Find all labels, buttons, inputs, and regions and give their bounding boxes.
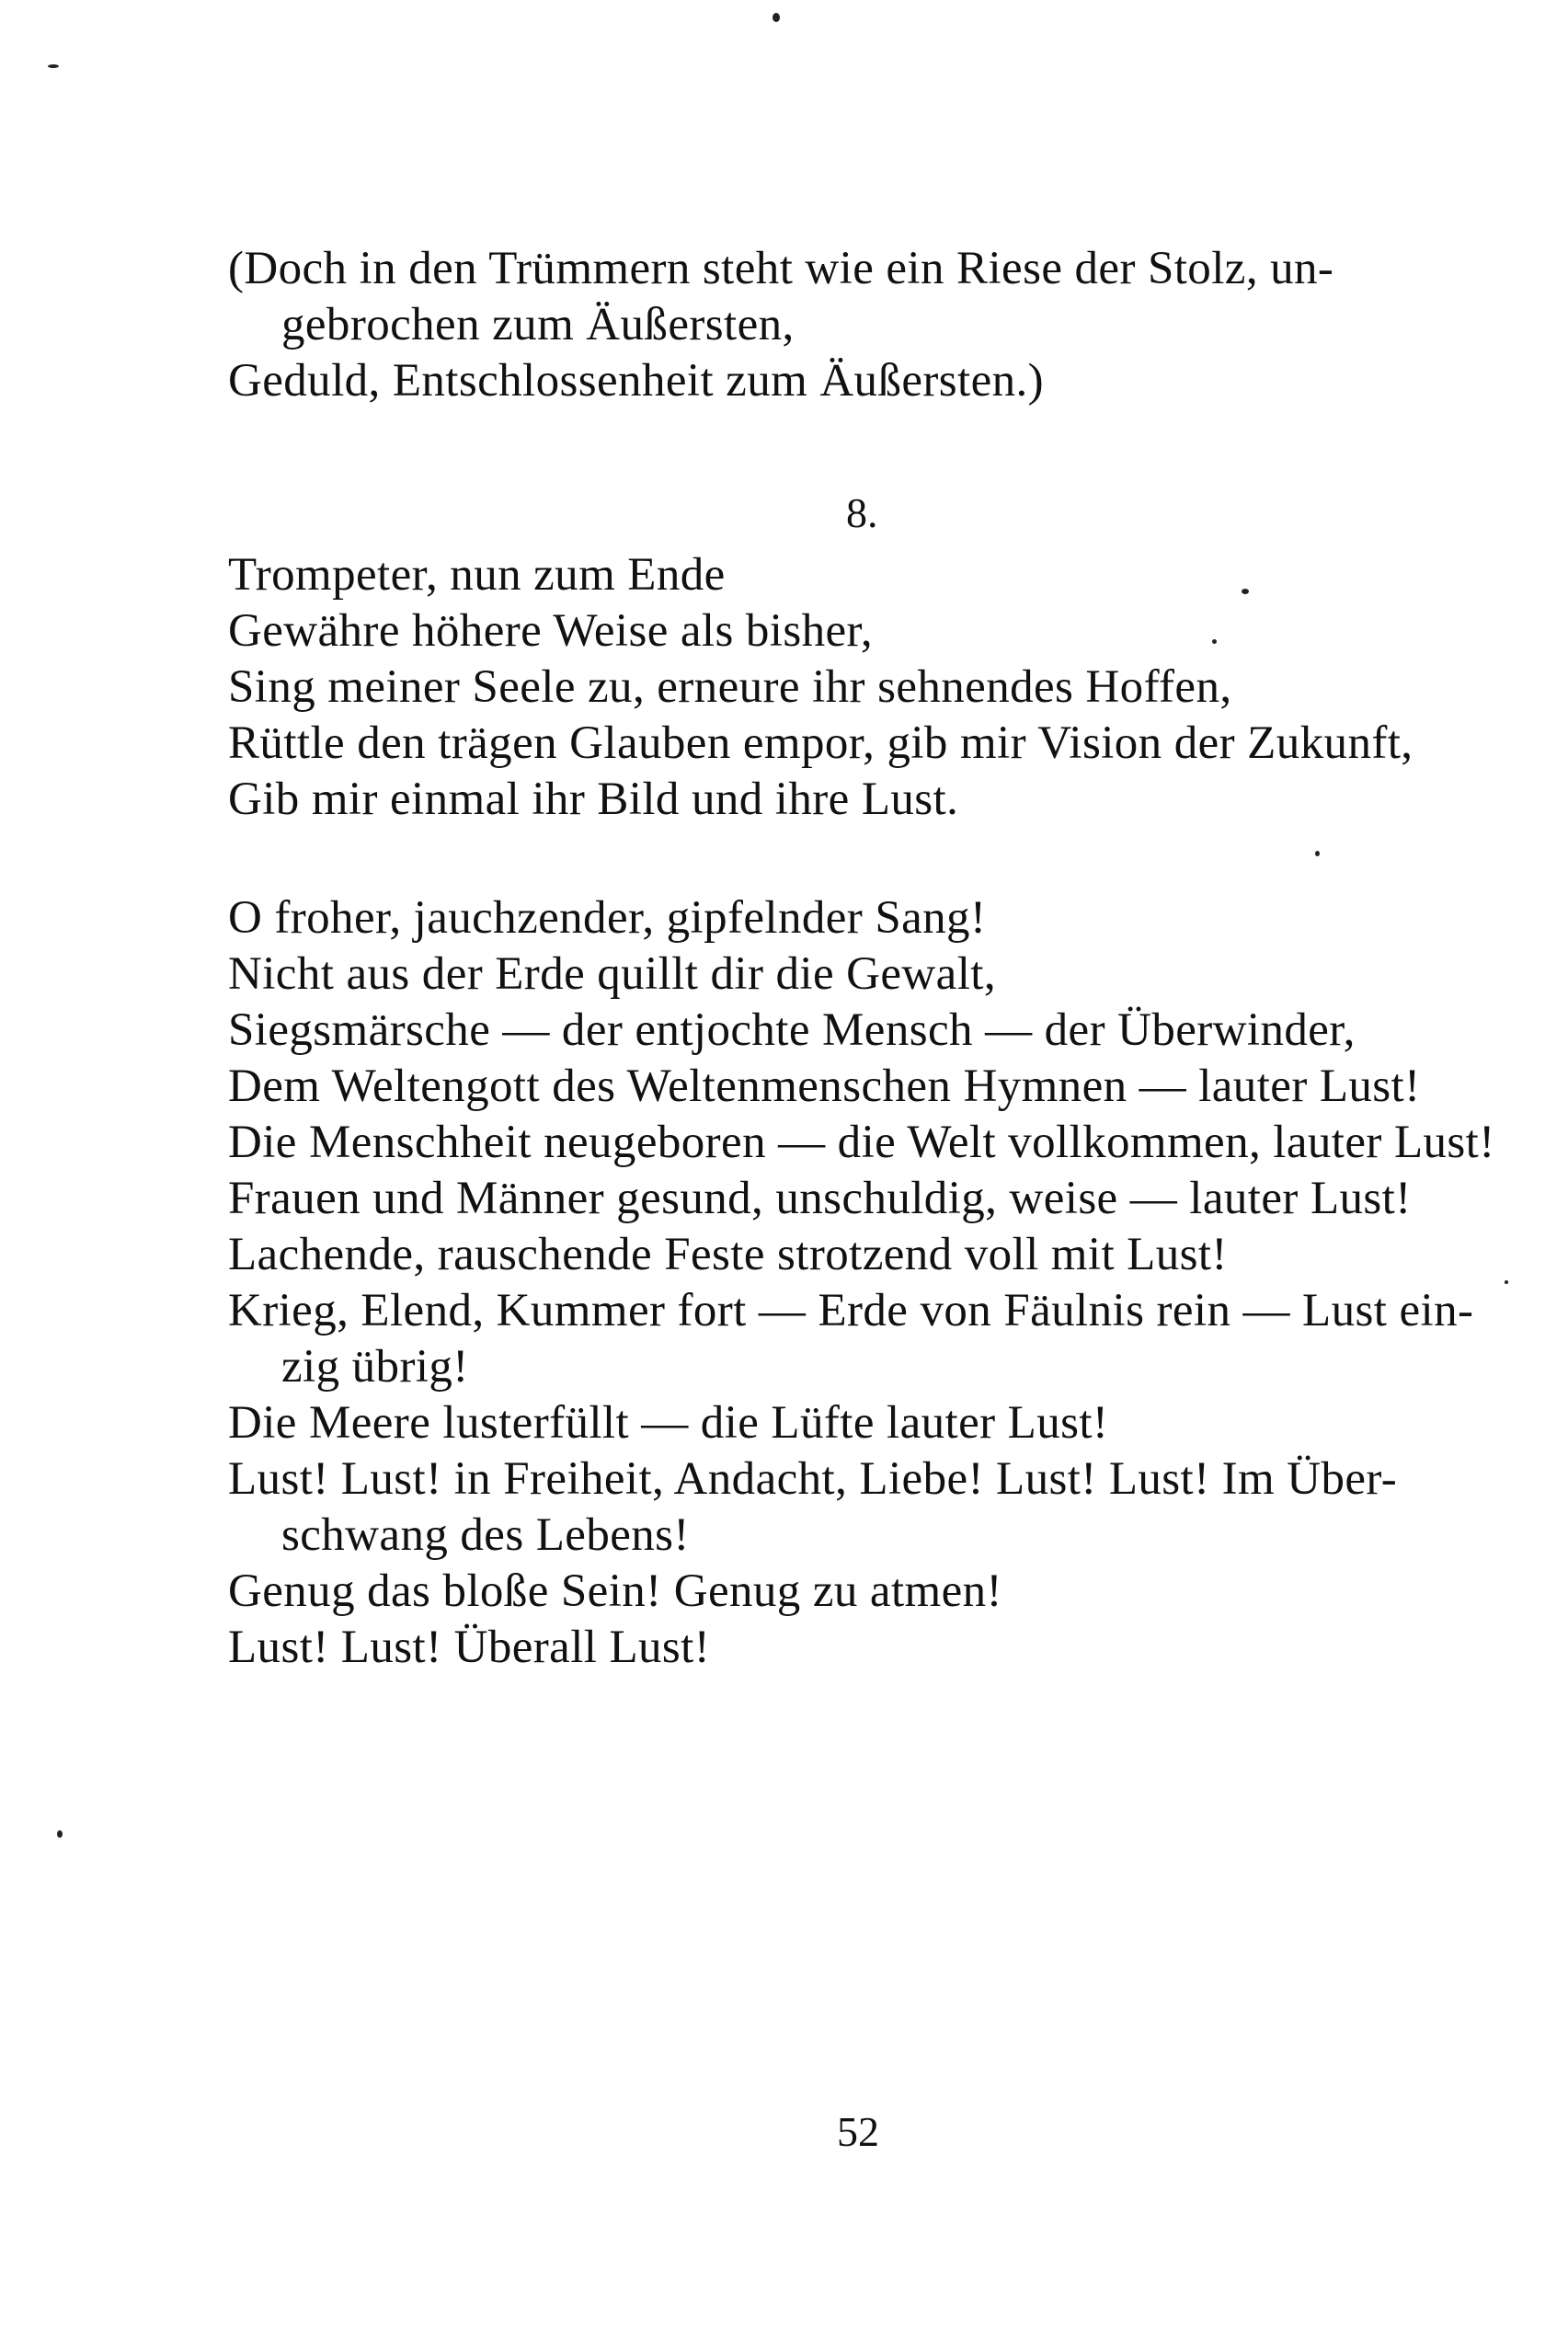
verse-line-continuation: schwang des Lebens!	[281, 1509, 690, 1561]
verse-line: Gewähre höhere Weise als bisher,	[228, 605, 874, 657]
verse-line: Frauen und Männer gesund, unschuldig, weise — lauter Lust!	[228, 1173, 1412, 1224]
verse-line: Die Meere lusterfüllt — die Lüfte lauter Lust!	[228, 1397, 1109, 1449]
verse-line: Genug das bloße Sein! Genug zu atmen!	[228, 1565, 1002, 1617]
intro-stanza	[228, 241, 1516, 409]
print-speck	[48, 64, 59, 68]
verse-line: Siegsmärsche — der entjochte Mensch — der Überwinder,	[228, 1004, 1356, 1056]
verse-line: Trompeter, nun zum Ende	[228, 549, 726, 601]
verse-line: Nicht aus der Erde quillt dir die Gewalt,	[228, 948, 996, 1000]
print-speck	[773, 13, 780, 22]
stanza-two	[228, 890, 1516, 1676]
verse-line: Gib mir einmal ihr Bild und ihre Lust.	[228, 774, 959, 825]
stanza-one	[228, 547, 1516, 828]
print-speck	[1315, 851, 1320, 856]
verse-line-continuation: zig übrig!	[281, 1341, 469, 1393]
verse-line: Lust! Lust! in Freiheit, Andacht, Liebe! Lust! Lust! Im Über-	[228, 1453, 1398, 1505]
verse-line: (Doch in den Trümmern steht wie ein Riese der Stolz, un-	[228, 243, 1334, 294]
verse-line: Lust! Lust! Überall Lust!	[228, 1622, 711, 1673]
verse-line: Rüttle den trägen Glauben empor, gib mir Vision der Zukunft,	[228, 717, 1413, 769]
verse-line: Krieg, Elend, Kummer fort — Erde von Fäulnis rein — Lust ein-	[228, 1285, 1474, 1336]
page-number: 52	[837, 2108, 879, 2155]
verse-line: Sing meiner Seele zu, erneure ihr sehnendes Hoffen,	[228, 661, 1232, 713]
verse-line: O froher, jauchzender, gipfelnder Sang!	[228, 892, 987, 944]
verse-line: Dem Weltengott des Weltenmenschen Hymnen — lauter Lust!	[228, 1061, 1421, 1112]
verse-line: Geduld, Entschlossenheit zum Äußersten.)	[228, 355, 1045, 407]
print-speck	[57, 1830, 63, 1838]
verse-line-continuation: gebrochen zum Äußersten,	[281, 299, 795, 350]
section-number: 8.	[846, 489, 878, 536]
verse-line: Die Menschheit neugeboren — die Welt vollkommen, lauter Lust!	[228, 1117, 1495, 1168]
verse-line: Lachende, rauschende Feste strotzend voll mit Lust!	[228, 1229, 1228, 1280]
